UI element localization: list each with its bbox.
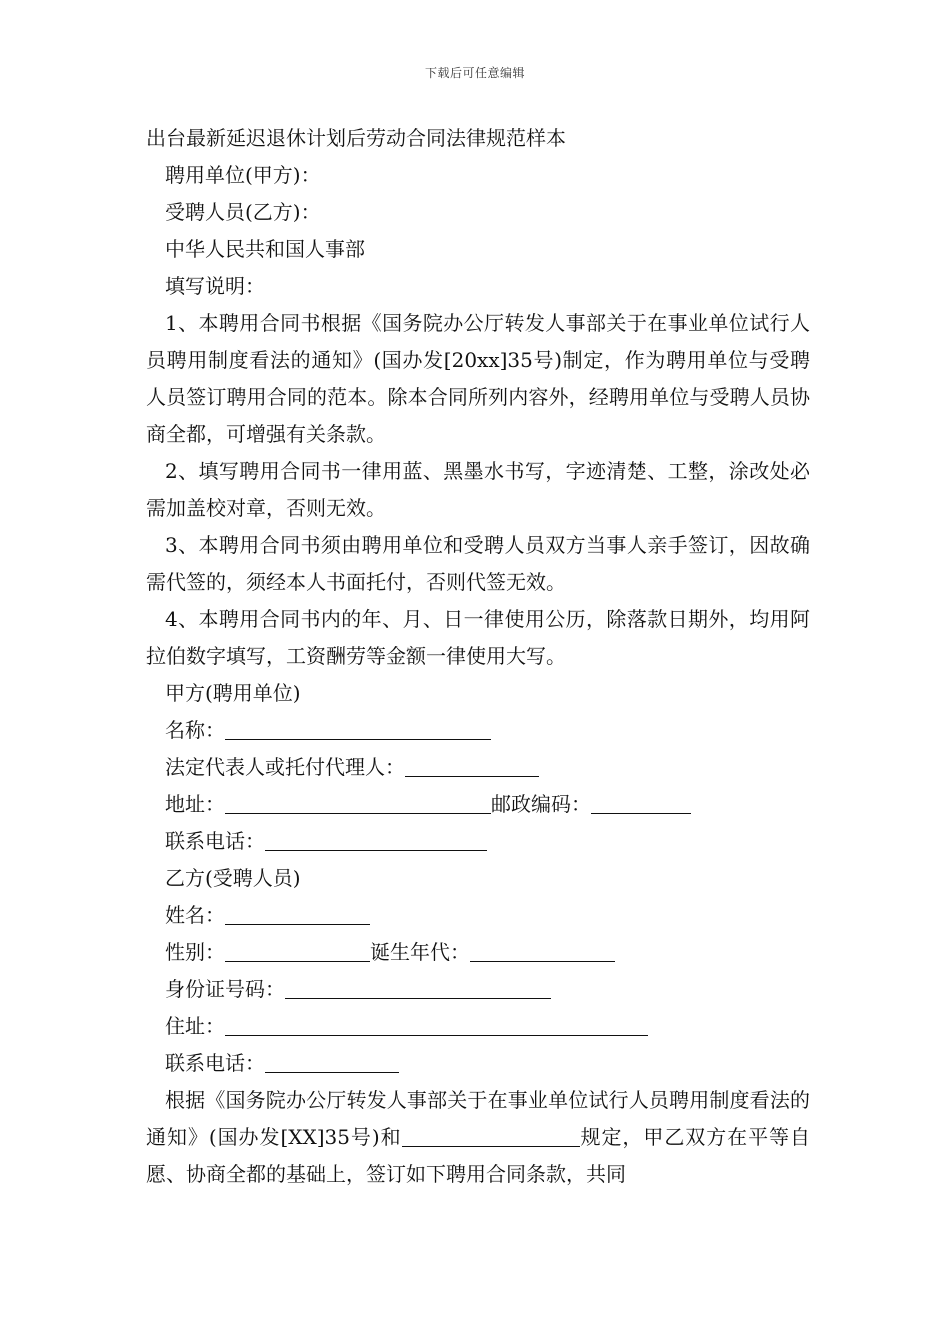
employer-field: 聘用单位(甲方)： xyxy=(165,163,321,187)
instruction-item-4: 4、本聘用合同书内的年、月、日一律使用公历，除落款日期外，均用阿拉伯数字填写，工资酬劳等金额一律使用大写。 xyxy=(146,607,810,668)
instruction-item-2: 2、填写聘用合同书一律用蓝、黑墨水书写，字迹清楚、工整，涂改处必需加盖校对章，否则无效。 xyxy=(146,459,810,520)
closing-part-1: 根据《国务院办公厅转发人事部关于在事业单位试行人员聘用制度看法的通知》(国办发[XX]35号)和 xyxy=(146,1088,810,1149)
party-a-name-row xyxy=(146,712,810,749)
party-a-name-blank[interactable] xyxy=(225,715,491,740)
party-b-address-label: 住址： xyxy=(165,1014,225,1038)
party-b-heading: 乙方(受聘人员) xyxy=(165,866,301,890)
party-b-name-label: 姓名： xyxy=(165,903,225,927)
instruction-item-1: 1、本聘用合同书根据《国务院办公厅转发人事部关于在事业单位试行人员聘用制度看法的通知》(国办发[20xx]35号)制定，作为聘用单位与受聘人员签订聘用合同的范本。除本合同所列内容外，经聘用单位与受聘人员协商全都，可增强有关条款。 xyxy=(146,311,810,446)
party-a-heading: 甲方(聘用单位) xyxy=(165,681,301,705)
party-a-rep-blank[interactable] xyxy=(405,752,539,777)
closing-paragraph xyxy=(146,1082,810,1193)
party-b-birth-blank[interactable] xyxy=(470,937,615,962)
party-a-address-row xyxy=(146,786,810,823)
party-b-id-label: 身份证号码： xyxy=(165,977,285,1001)
party-b-name-blank[interactable] xyxy=(225,900,370,925)
closing-part-2: 规定，甲乙双方在平等自愿、协商全都的基础上，签订如下聘用合同条款，共同 xyxy=(146,1125,811,1186)
party-a-name-label: 名称： xyxy=(165,718,225,742)
party-b-address-blank[interactable] xyxy=(225,1011,648,1036)
party-b-phone-blank[interactable] xyxy=(265,1048,399,1073)
closing-regulation-blank[interactable] xyxy=(402,1122,580,1147)
party-a-postcode-label: 邮政编码： xyxy=(491,792,591,816)
party-a-phone-blank[interactable] xyxy=(265,826,487,851)
instructions-heading: 填写说明： xyxy=(165,274,265,298)
employee-field: 受聘人员(乙方)： xyxy=(165,200,321,224)
party-a-phone-row xyxy=(146,823,810,860)
document-body xyxy=(146,120,810,1193)
party-b-name-row xyxy=(146,897,810,934)
party-a-address-blank[interactable] xyxy=(225,789,491,814)
party-b-gender-blank[interactable] xyxy=(225,937,370,962)
party-b-phone-row xyxy=(146,1045,810,1082)
party-b-gender-row xyxy=(146,934,810,971)
party-a-rep-row xyxy=(146,749,810,786)
party-b-birth-label: 诞生年代： xyxy=(370,940,470,964)
party-a-postcode-blank[interactable] xyxy=(591,789,691,814)
party-b-phone-label: 联系电话： xyxy=(165,1051,265,1075)
party-b-gender-label: 性别： xyxy=(165,940,225,964)
party-a-rep-label: 法定代表人或托付代理人： xyxy=(165,755,405,779)
instruction-item-3: 3、本聘用合同书须由聘用单位和受聘人员双方当事人亲手签订，因故确需代签的，须经本人书面托付，否则代签无效。 xyxy=(146,533,810,594)
party-b-address-row xyxy=(146,1008,810,1045)
party-b-id-blank[interactable] xyxy=(285,974,551,999)
party-a-phone-label: 联系电话： xyxy=(165,829,265,853)
party-a-address-label: 地址： xyxy=(165,792,225,816)
header-note: 下载后可任意编辑 xyxy=(424,66,525,80)
ministry-line: 中华人民共和国人事部 xyxy=(165,237,365,261)
party-b-id-row xyxy=(146,971,810,1008)
document-title: 出台最新延迟退休计划后劳动合同法律规范样本 xyxy=(146,126,566,150)
